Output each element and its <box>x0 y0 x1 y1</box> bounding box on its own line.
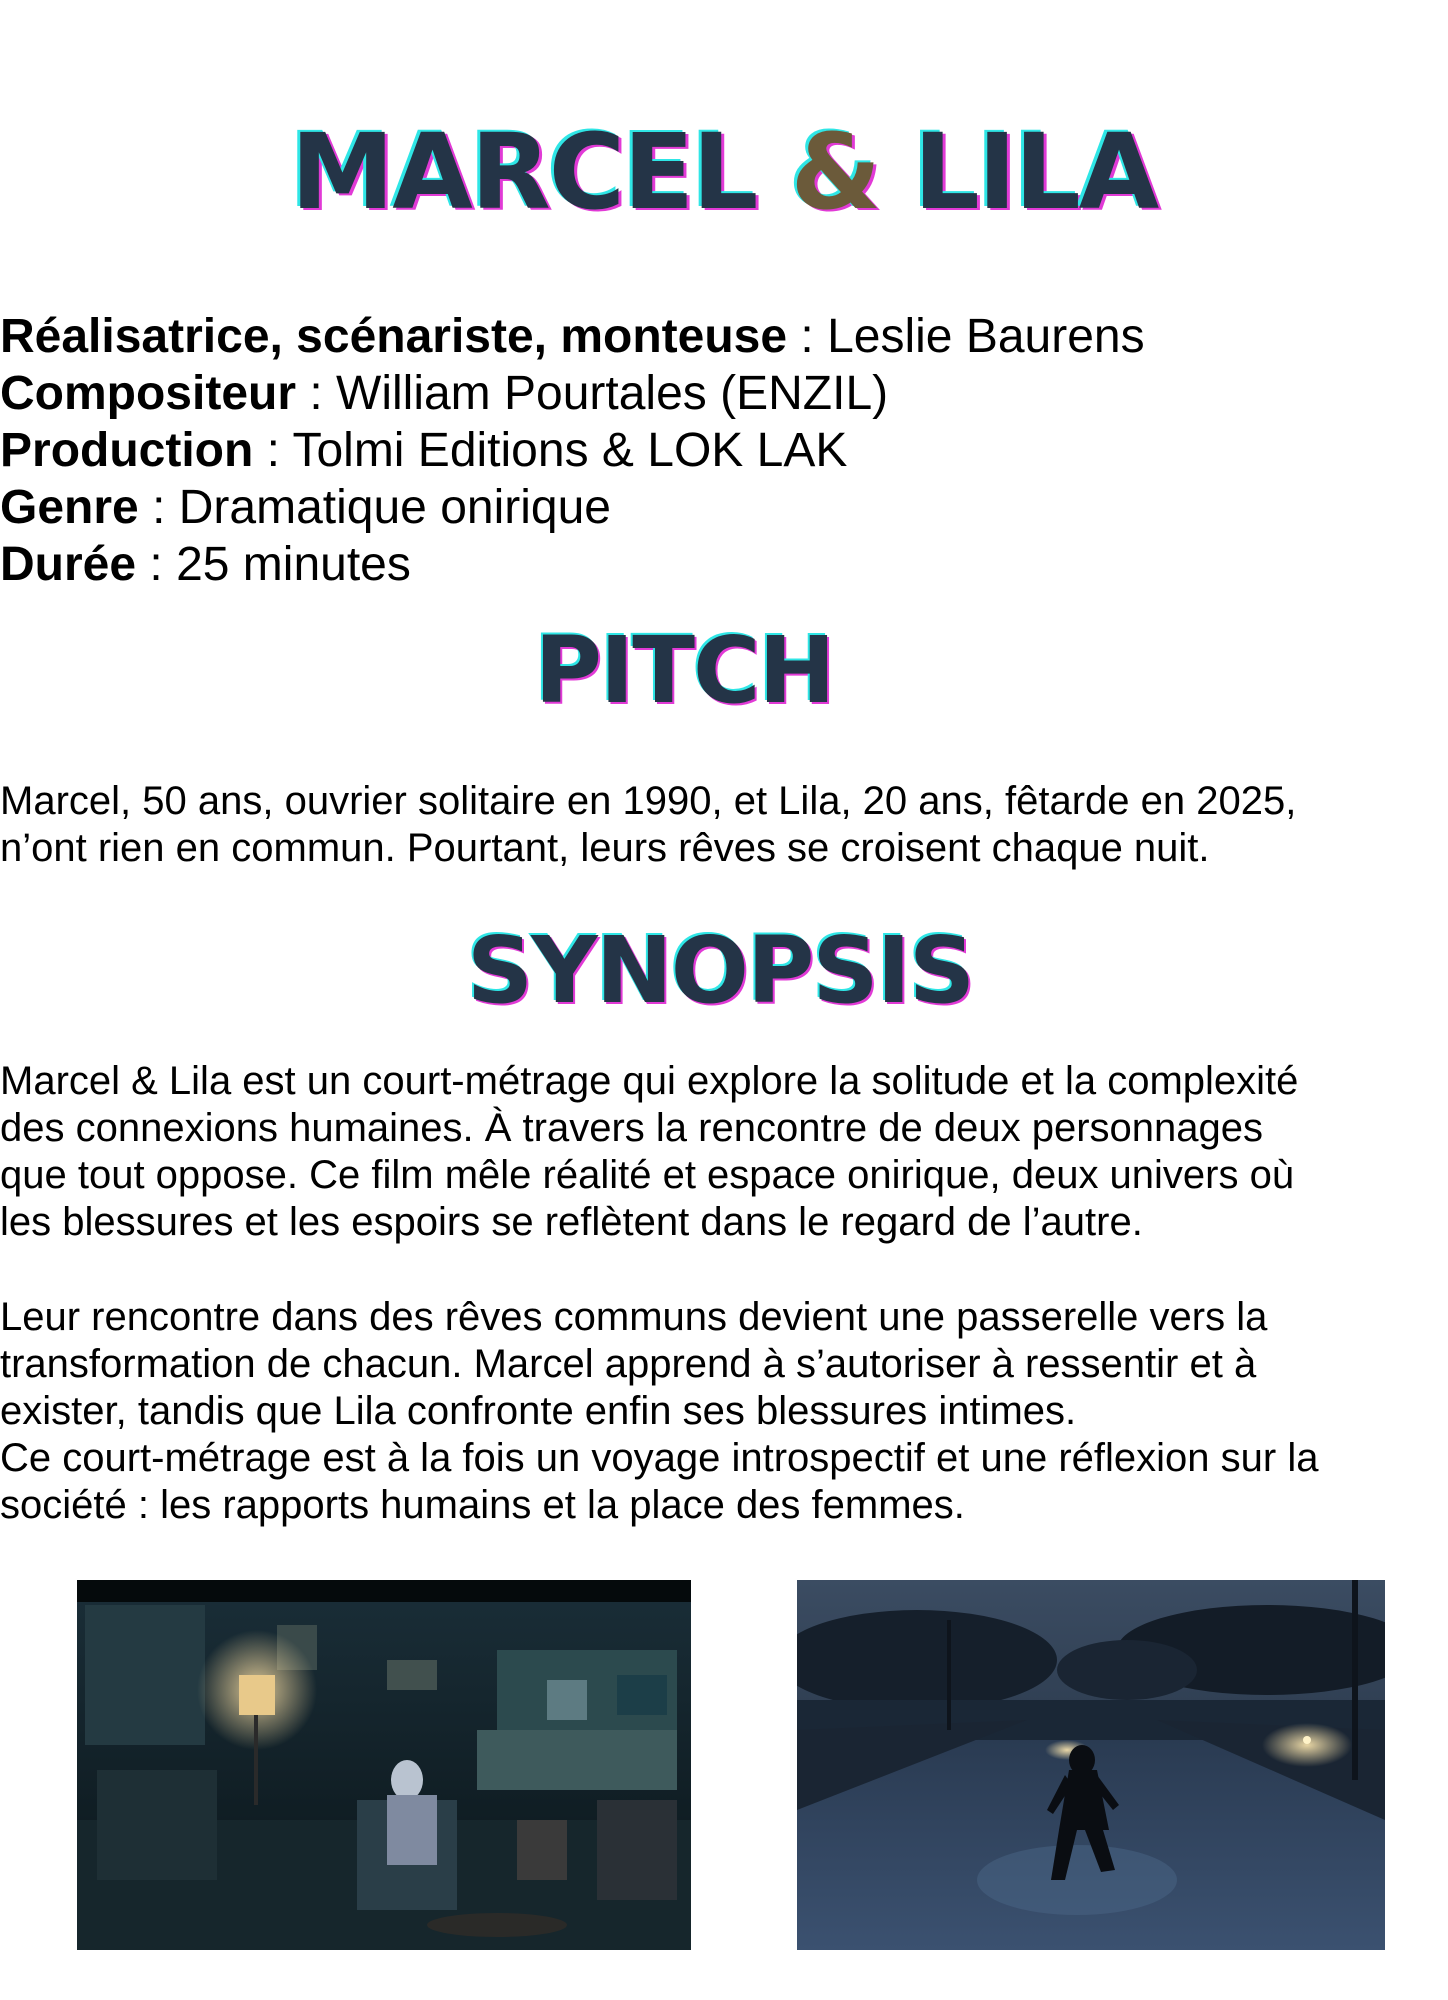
pitch-text: Marcel, 50 ans, ouvrier solitaire en 1990, et Lila, 20 ans, fêtarde en 2025, n’ont rien en commun. Pourtant, leurs rêves se croisent chaque nuit. <box>0 779 1297 870</box>
night-street-still-image <box>797 1580 1385 1950</box>
synopsis-heading: SYNOPSIS <box>466 917 974 1024</box>
title-marcel: MARCEL <box>290 111 791 233</box>
credit-label: Production <box>0 424 254 477</box>
pitch-heading: PITCH <box>534 617 834 724</box>
credit-label: Compositeur <box>0 367 297 420</box>
credit-value: : Tolmi Editions & LOK LAK <box>253 424 848 477</box>
credit-genre <box>0 479 1145 536</box>
credit-duration <box>0 536 1145 593</box>
credits-block <box>0 308 1145 593</box>
synopsis-paragraph-1: Marcel & Lila est un court-métrage qui explore la solitude et la complexité des connexions humaines. À travers la rencontre de deux personnages que tout oppose. Ce film mêle réalité et espace onirique, deux univers où les blessures et les espoirs se reflètent dans le regard de l’autre. <box>0 1059 1299 1244</box>
credit-value: : William Pourtales (ENZIL) <box>296 367 889 420</box>
film-title <box>0 111 1448 233</box>
title-lila: LILA <box>879 111 1158 233</box>
living-room-still-image <box>77 1580 691 1950</box>
title-ampersand: & <box>790 111 880 233</box>
credit-director <box>0 308 1145 365</box>
credit-value: : Dramatique onirique <box>138 481 611 534</box>
synopsis-paragraph-2: Leur rencontre dans des rêves communs devient une passerelle vers la transformation de chacun. Marcel apprend à s’autoriser à ressentir et à exister, tandis que Lila confronte enfin ses blessures intimes. Ce court-métrage est à la fois un voyage introspectif et une réflexion sur la société : les rapports humains et la place des femmes. <box>0 1295 1319 1527</box>
credit-composer <box>0 365 1145 422</box>
credit-value: : Leslie Baurens <box>787 310 1145 363</box>
credit-value: : 25 minutes <box>136 538 411 591</box>
night-street-illustration <box>797 1580 1385 1950</box>
living-room-illustration <box>77 1580 691 1950</box>
credit-label: Réalisatrice, scénariste, monteuse <box>0 310 788 363</box>
credit-label: Durée <box>0 538 137 591</box>
credit-label: Genre <box>0 481 139 534</box>
credit-production <box>0 422 1145 479</box>
